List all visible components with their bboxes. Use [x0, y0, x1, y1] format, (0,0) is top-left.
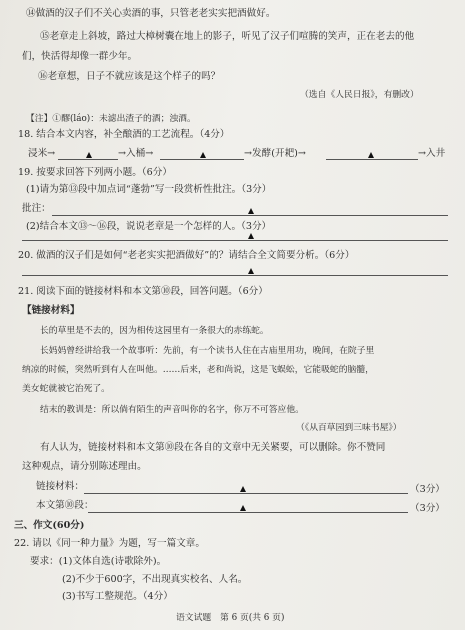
q21-label-link-material: 链接材料：: [36, 481, 84, 492]
q18-blank-3[interactable]: [326, 159, 418, 160]
q19-sub1: (1)请为第⑬段中加点词“蓬勃”写一段赏析性批注。（3分）: [26, 184, 272, 195]
q21-label-paragraph: 本文第⑩段：: [36, 500, 94, 511]
q19-answer-line-2[interactable]: [22, 240, 448, 241]
q21-question-line-1: 有人认为，链接材料和本文第⑩段在各自的文章中无关紧要，可以删除。你不赞同: [40, 442, 386, 453]
q21-stem: 21. 阅读下面的链接材料和本文第⑩段，回答问题。（6分）: [18, 286, 268, 297]
q21-question-line-2: 这种观点，请分别陈述理由。: [22, 461, 147, 472]
answer-mark-triangle: [200, 152, 206, 158]
q18-stem: 18. 结合本文内容，补全酿酒的工艺流程。（4分）: [18, 129, 230, 140]
link-material-line-4: 美女蛇就被它治死了。: [22, 384, 110, 394]
answer-mark-triangle: [368, 152, 374, 158]
q18-step-4: →入井: [418, 148, 446, 159]
passage-paragraph-15-cont: 们，快活得却像一群少年。: [22, 51, 138, 62]
passage-note: 【注】①醪(láo)：未滤出渣子的酒；浊酒。: [26, 114, 196, 124]
q18-step-1: 浸米→: [28, 148, 56, 159]
answer-mark-triangle: [248, 208, 254, 214]
q19-stem: 19. 按要求回答下列两小题。（6分）: [18, 167, 172, 178]
answer-mark-triangle: [86, 152, 92, 158]
passage-paragraph-16: ⑯老章想，日子不就应该是这个样子的吗？: [38, 71, 221, 82]
section-3-title: 三、作文(60分): [14, 520, 85, 531]
link-material-line-1: 长的草里是不去的，因为相传这园里有一条很大的赤练蛇。: [40, 326, 269, 336]
passage-source: （选自《人民日报》，有删改）: [300, 90, 419, 100]
q20-stem: 20. 做酒的汉子们是如何“老老实实把酒做好”的？请结合全文简要分析。（6分）: [18, 250, 355, 261]
link-material-title: 【链接材料】: [22, 305, 80, 316]
q18-blank-1[interactable]: [58, 159, 118, 160]
q18-step-3: →发酵(开耙)→: [244, 148, 306, 159]
q22-requirement-1: 要求：(1)文体自选(诗歌除外)。: [30, 556, 167, 567]
link-material-line-2: 长妈妈曾经讲给我一个故事听：先前，有一个读书人住在古庙里用功，晚间，在院子里: [40, 346, 375, 356]
q22-requirement-2: (2)不少于600字，不出现真实校名、人名。: [62, 574, 248, 585]
answer-mark-triangle: [240, 505, 246, 511]
answer-mark-triangle: [240, 486, 246, 492]
link-material-source: （《从百草园到三味书屋》）: [296, 423, 402, 433]
q20-answer-line[interactable]: [22, 275, 448, 276]
q18-step-2: →入桶→: [118, 148, 154, 159]
q21-score-1: （3分）: [410, 484, 445, 495]
answer-mark-triangle: [248, 268, 254, 274]
page-footer: 语文试题 第 6 页(共 6 页): [176, 613, 285, 623]
answer-mark-triangle: [248, 233, 254, 239]
q18-blank-2[interactable]: [160, 159, 244, 160]
link-material-line-5: 结末的教训是：所以倘有陌生的声音叫你的名字，你万不可答应他。: [40, 405, 304, 415]
q19-sub2: (2)结合本文⑬～⑯段，说说老章是一个怎样的人。（3分）: [26, 221, 272, 232]
passage-paragraph-15: ⑮老章走上斜坡，路过大樟树囊在地上的影子，听见了汉子们喧腾的笑声，正在老去的他: [40, 31, 415, 42]
q19-annotation-label: 批注：: [22, 203, 51, 214]
q21-answer-line-link[interactable]: [84, 493, 408, 494]
q19-answer-line-1[interactable]: [52, 215, 448, 216]
q21-score-2: （3分）: [410, 503, 445, 514]
link-material-line-3: 纳凉的时候，突然听到有人在叫他。……后来，老和尚说，这是飞蜈蚣，它能吸蛇的脑髓，: [22, 365, 374, 375]
passage-paragraph-14: ⑭做酒的汉子们不关心卖酒的事，只管老老实实把酒做好。: [26, 8, 276, 19]
q21-answer-line-paragraph[interactable]: [88, 512, 408, 513]
q22-stem: 22. 请以《同一种力量》为题，写一篇文章。: [14, 538, 205, 549]
q22-requirement-3: (3)书写工整规范。（4分）: [62, 591, 173, 602]
